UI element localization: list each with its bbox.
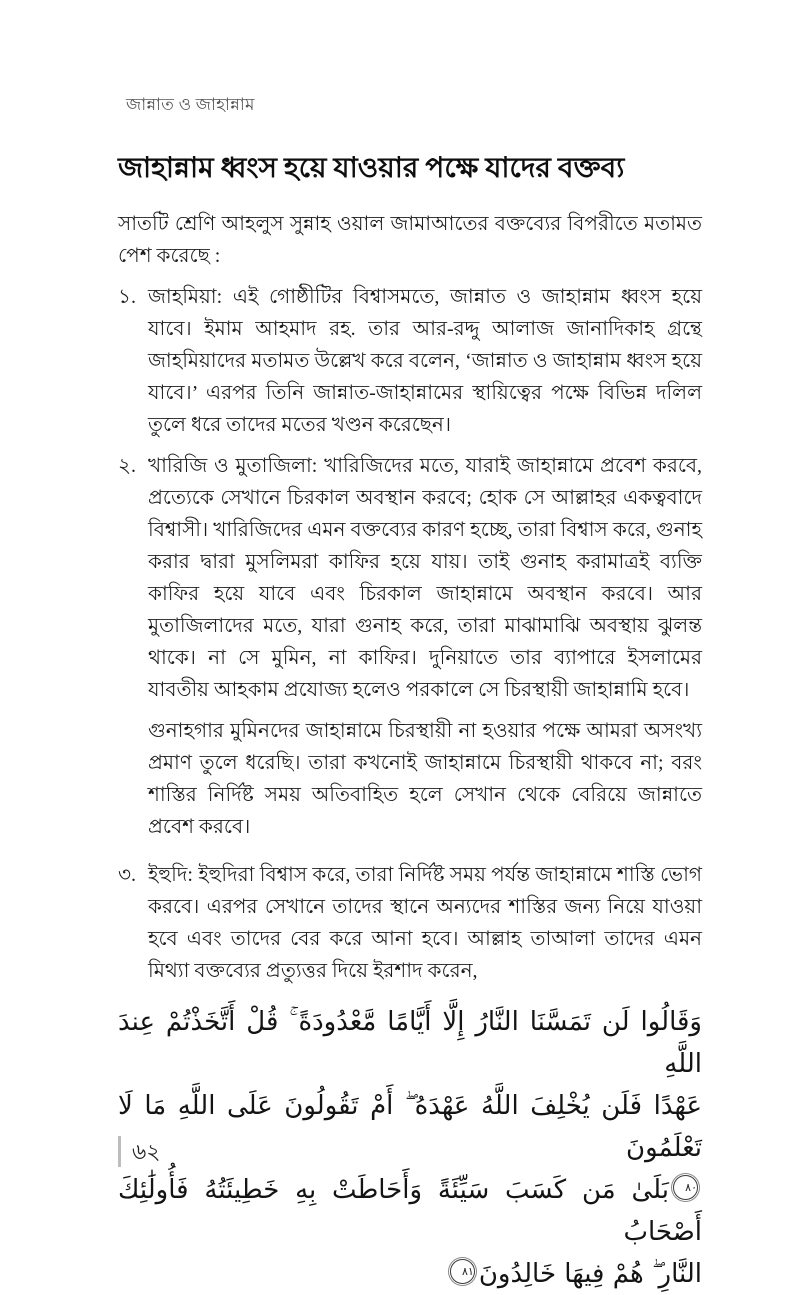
list-item-3-number: ৩. bbox=[118, 864, 137, 886]
quran-line-1 bbox=[118, 1001, 702, 1085]
list-item-1-text: জাহমিয়া: এই গোষ্ঠীটির বিশ্বাসমতে, জান্নাত ও জাহান্নাম ধ্বংস হয়ে যাবে। ইমাম আহমাদ রহ. তার আর-রদ্দু আলাজ জানাদিকাহ গ্রন্থে জাহমিয়াদের মতামত উল্লেখ করে বলেন, ‘জান্নাত ও জাহান্নাম ধ্বংস হয়ে যাবে।’ এরপর তিনি জান্নাত-জাহান্নামের স্থায়িত্বের পক্ষে বিভিন্ন দলিল তুলে ধরে তাদের মতের খণ্ডন করেছেন। bbox=[148, 286, 702, 436]
ayah-80-marker-icon: ٨٠ bbox=[673, 1175, 698, 1200]
list-item-2-number: ২. bbox=[118, 455, 137, 477]
quran-line-2 bbox=[118, 1085, 702, 1169]
page-footer bbox=[118, 1136, 161, 1167]
intro-paragraph: সাতটি শ্রেণি আহলুস সুন্নাহ ওয়াল জামাআতের বক্তব্যের বিপরীতে মতামত পেশ করেছে : bbox=[118, 213, 702, 267]
list-item-2-text: খারিজি ও মুতাজিলা: খারিজিদের মতে, যারাই জাহান্নামে প্রবেশ করবে, প্রত্যেকে সেখানে চিরকাল অবস্থান করবে; হোক সে আল্লাহর একত্ববাদে বিশ্বাসী। খারিজিদের এমন বক্তব্যের কারণ হচ্ছে, তারা বিশ্বাস করে, গুনাহ করার দ্বারা মুসলিমরা কাফির হয়ে যায়। তাই গুনাহ করামাত্রই ব্যক্তি কাফির হয়ে যাবে এবং চিরকাল জাহান্নামে অবস্থান করবে। আর মুতাজিলাদের মতে, যারা গুনাহ করে, তারা মাঝামাঝি অবস্থায় ঝুলন্ত থাকে। না সে মুমিন, না কাফির। দুনিয়াতে তার ব্যাপারে ইসলামের যাবতীয় আহকাম প্রযোজ্য হলেও পরকালে সে চিরস্থায়ী জাহান্নামি হবে। bbox=[148, 455, 702, 701]
quran-line-1-text: وَقَالُوا لَن تَمَسَّنَا النَّارُ إِلَّا أَيَّامًا مَّعْدُودَةً ۚ قُلْ أَتَّخَذْتُمْ عِندَ اللَّهِ bbox=[118, 1007, 702, 1079]
list-item-2-followup-paragraph: গুনাহগার মুমিনদের জাহান্নামে চিরস্থায়ী না হওয়ার পক্ষে আমরা অসংখ্য প্রমাণ তুলে ধরেছি। তারা কখনোই জাহান্নামে চিরস্থায়ী থাকবে না; বরং শাস্তির নির্দিষ্ট সময় অতিবাহিত হলে সেখান থেকে বেরিয়ে জান্নাতে প্রবেশ করবে। bbox=[148, 720, 702, 838]
quran-line-3-text: بَلَىٰ مَن كَسَبَ سَيِّئَةً وَأَحَاطَتْ بِهِ خَطِيئَتُهُ فَأُولَٰئِكَ أَصْحَابُ bbox=[118, 1175, 702, 1247]
quran-line-4 bbox=[118, 1253, 702, 1295]
quran-line-3 bbox=[118, 1169, 702, 1253]
quran-line-2-text: عَهْدًا فَلَن يُخْلِفَ اللَّهُ عَهْدَهُ ۖ أَمْ تَقُولُونَ عَلَى اللَّهِ مَا لَا تَعْلَمُونَ bbox=[118, 1091, 702, 1163]
page-number-divider bbox=[118, 1136, 121, 1167]
list-item-3-text: ইহুদি: ইহুদিরা বিশ্বাস করে, তারা নির্দিষ্ট সময় পর্যন্ত জাহান্নামে শাস্তি ভোগ করবে। এরপর সেখানে তাদের স্থানে অন্যদের শাস্তির জন্য নিয়ে যাওয়া হবে এবং তাদের বের করে আনা হবে। আল্লাহ তাআলা তাদের এমন মিথ্যা বক্তব্যের প্রত্যুত্তর দিয়ে ইরশাদ করেন, bbox=[148, 864, 702, 982]
running-header: জান্নাত ও জাহান্নাম bbox=[126, 95, 255, 114]
list-item-3 bbox=[118, 859, 702, 987]
list-item-1 bbox=[118, 281, 702, 441]
ayah-81-marker-icon: ٨١ bbox=[450, 1259, 475, 1284]
page-content bbox=[118, 150, 702, 1295]
quran-line-4-text: النَّارِ ۖ هُمْ فِيهَا خَالِدُونَ bbox=[478, 1259, 702, 1289]
list-item-2 bbox=[118, 450, 702, 706]
page-title: জাহান্নাম ধ্বংস হয়ে যাওয়ার পক্ষে যাদের বক্তব্য bbox=[118, 153, 625, 184]
page-number: ৬২ bbox=[132, 1139, 161, 1164]
list-item-1-number: ১. bbox=[118, 286, 136, 308]
quran-verse-block bbox=[118, 1001, 702, 1295]
